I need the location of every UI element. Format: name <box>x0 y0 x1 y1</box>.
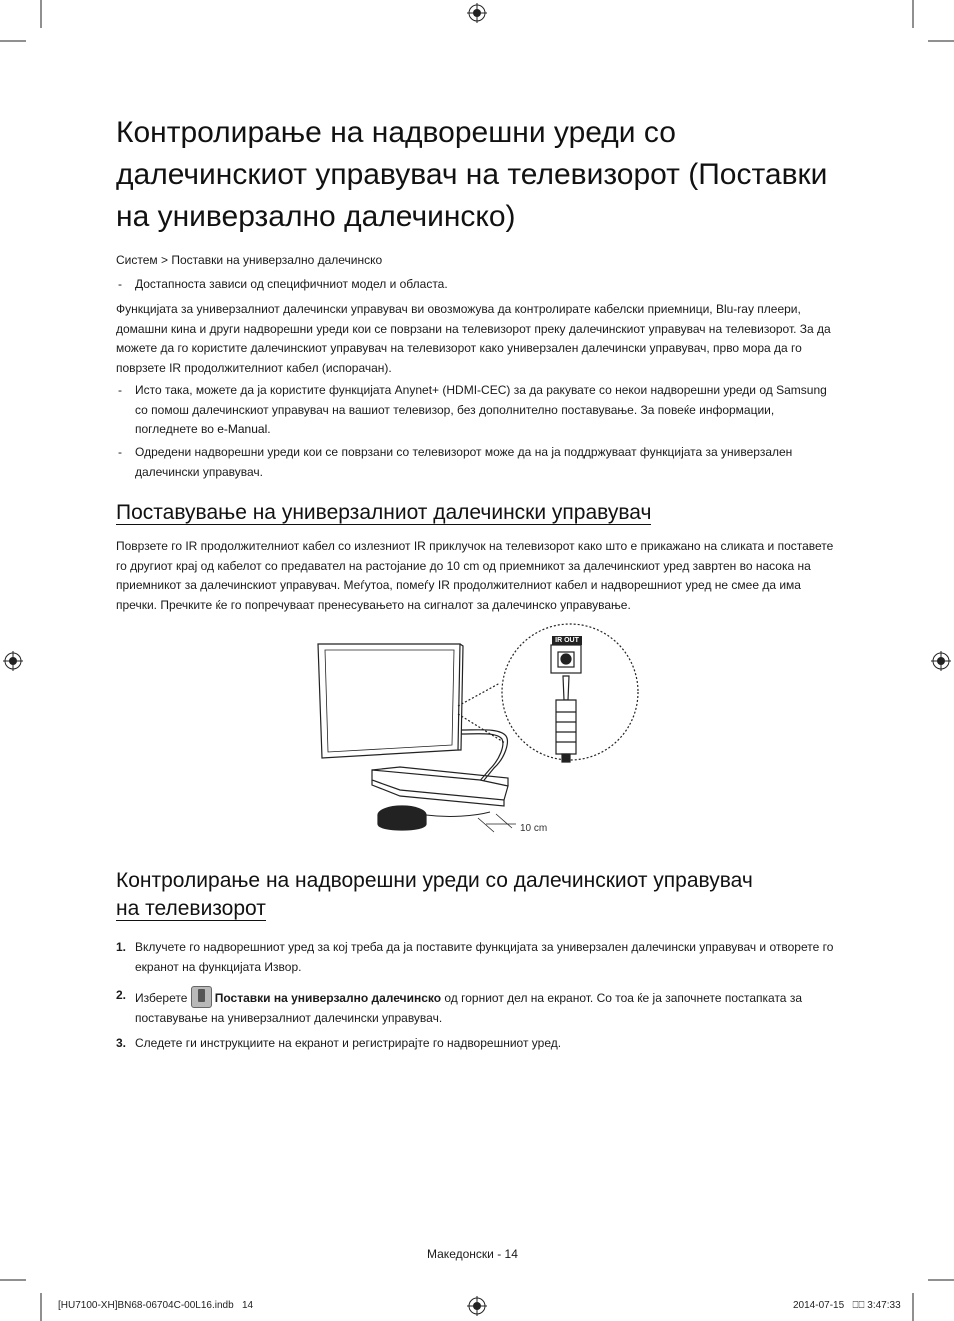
step-number: 1. <box>116 940 127 954</box>
universal-remote-setup-label: Поставки на универзално далечинско <box>214 991 442 1005</box>
registration-mark-right <box>931 651 951 671</box>
support-note-text: Одредени надворешни уреди кои се поврзани со телевизорот може да на ја поддржуваат функцијата за универзален далечински управувач. <box>135 445 793 479</box>
step-text: Вклучете го надворешниот уред за кој треба да ја поставите функцијата за универзален далечински управувач и отворете го екранот на функцијата <box>135 940 834 974</box>
registration-mark-left <box>3 651 23 671</box>
universal-remote-setup-icon <box>191 986 212 1008</box>
anynet-note: - Исто така, можете да ја користите функцијата Anynet+ (HDMI-CEC) за да ракувате со некои надворешни уреди од Samsung со помош далечинскиот управувач на вашиот телевизор, без дополнително поставување. За повеќе информации, погледнете во e-Manual. <box>118 383 827 436</box>
page-title: Контролирање на надворешни уреди со далечинскиот управувач на телевизорот (Поставки на универзално далечинско) <box>116 116 828 233</box>
intro-paragraph: Функцијата за универзалниот далечински управувач ви овозможува да контролирате кабелски приемници, Blu-ray плеери, домашни кина и други надворешни уреди кои се поврзани на телевизорот преку далечинскиот управувач на телевизорот. За да можете да го користите далечинскиот управувач на телевизорот како универзален далечински управувач, прво мора да го поврзете IR продолжителниот кабел (испорачан). <box>116 302 831 375</box>
step-text: Следете ги инструкциите на екранот и регистрирајте го надворешниот уред. <box>135 1036 562 1050</box>
section-title-setup-text: Поставување на универзалниот далечински управувач <box>116 501 652 524</box>
section-title-control-line2: на телевизорот <box>116 897 266 920</box>
step-text-end: од горниот дел на екранот. Со тоа ќе ја започнете постапката за поставување на универзалниот далечински управувач. <box>135 991 802 1025</box>
ir-out-label: IR OUT <box>555 637 579 644</box>
section-title-setup <box>116 499 651 527</box>
anynet-note-end: . <box>267 422 271 436</box>
step-text-end: . <box>298 959 302 974</box>
breadcrumb <box>116 253 382 267</box>
registration-mark-bottom <box>467 1296 487 1316</box>
registration-mark-top <box>467 3 487 23</box>
section-title-control-line1: Контролирање на надворешни уреди со далечинскиот управувач <box>116 869 753 892</box>
page-footer: Македонски - 14 <box>427 1247 518 1261</box>
step-text: Изберете <box>135 991 191 1005</box>
step-2 <box>116 986 836 1028</box>
distance-label: 10 cm <box>520 823 548 834</box>
step-3 <box>116 1034 836 1054</box>
breadcrumb-root: Систем <box>116 253 158 267</box>
step-number: 3. <box>116 1036 127 1050</box>
print-file-info: [HU7100-XH]BN68-06704C-00L16.indb 14 <box>58 1300 254 1311</box>
setup-paragraph: Поврзете го IR продолжителниот кабел со излезниот IR приклучок на телевизорот како што е прикажано на сликата и поставете го другиот крај од кабелот со предавател на растојание до 10 cm од приемникот за далечинскиот уред завртен во насока на приемникот за далечинскиот управувач. Меѓутоа, помеѓу IR продолжителниот кабел и надворешниот уред не смее да има пречки. Пречките ќе го попречуваат пренесувањето на сигналот за далечинско управување. <box>116 539 834 612</box>
step-1 <box>116 938 836 977</box>
support-note: - Одредени надворешни уреди кои се поврзани со телевизорот може да на ја поддржуваат функцијата за универзален далечински управувач. <box>116 443 836 482</box>
step-number: 2. <box>116 988 127 1002</box>
section-title-control <box>116 867 753 923</box>
breadcrumb-separator: > <box>161 253 169 267</box>
ir-cable-illustration <box>300 618 640 848</box>
source-menu-label: Извор <box>264 959 299 974</box>
availability-note: - Достапноста зависи од специфичниот модел и областа. <box>116 275 836 295</box>
anynet-note-text: Исто така, можете да ја користите функцијата Anynet+ (HDMI-CEC) за да ракувате со некои надворешни уреди од Samsung со помош далечинскиот управувач на вашиот телевизор, без дополнително поставување. За повеќе информации, погледнете во <box>135 383 827 436</box>
breadcrumb-leaf: Поставки на универзално далечинско <box>171 253 383 267</box>
availability-note-text: Достапноста зависи од специфичниот модел и областа. <box>135 277 448 291</box>
print-date-info: 2014-07-15 ⎕⎕ 3:47:33 <box>793 1300 901 1311</box>
e-manual-link[interactable]: e-Manual <box>217 422 268 436</box>
